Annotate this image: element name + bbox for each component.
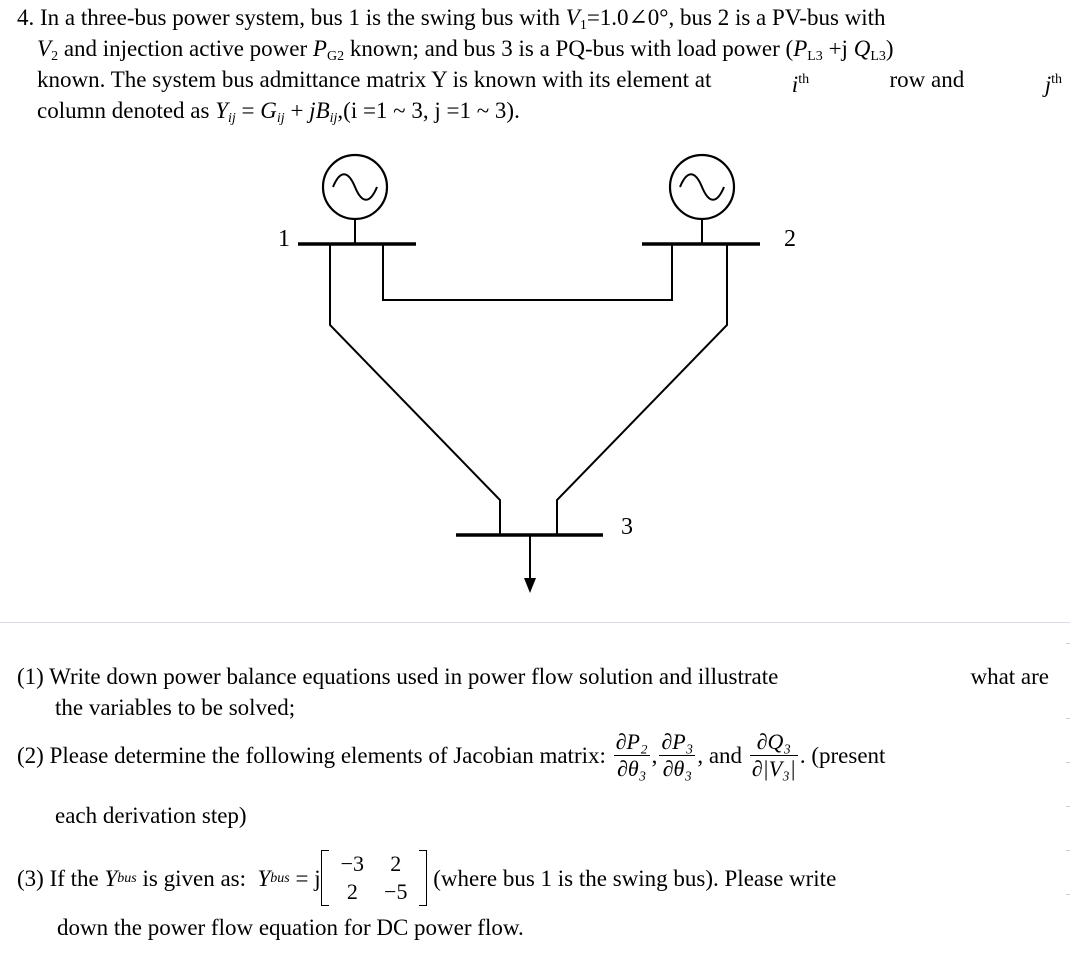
question-line-2: $V_2$ and injection active power $P_{G2}$ known; and bus 3 is a PQ-bus with load power ($P_{L3} +j$ $Q_{L3}$) (37, 36, 894, 64)
part-3: (3) If the Y bus is given as: Y bus = j −3 2 2 −5 (where bus 1 is the swing bus). Please write down the power flow equation for DC power flow. (17, 851, 837, 940)
line-1-2 (383, 244, 672, 300)
section-divider (0, 622, 1070, 623)
line-2-3 (557, 244, 727, 535)
sine-wave-2-icon (680, 174, 724, 200)
partial-p3-theta3: $\frac{\text{∂P₃}}{\text{∂θ₃}}$ (661, 728, 694, 781)
three-bus-diagram (0, 150, 1070, 600)
bus-3-label: 3 (621, 514, 633, 540)
partial-p2-theta3: $\frac{\text{∂P₂}}{\text{∂θ₃}}$ (615, 728, 648, 781)
question-number: 4. (17, 5, 35, 30)
part-1: (1) Write down power balance equations used in power flow solution and illustrate what are the variables to be solved; (17, 664, 1049, 720)
ybus-matrix: −3 2 2 −5 (321, 850, 428, 906)
partial-q3-v3: $\frac{\text{∂Q₃}}{\text{∂|V₃|}}$ (751, 728, 796, 781)
line-1-3 (330, 244, 500, 535)
bus-1-label: 1 (278, 226, 290, 252)
part-2: (2) Please determine the following elements of Jacobian matrix: $\frac{\text{∂P₂}}{\text{∂θ₃}}$ , $\frac{\text{∂P₃}}{\text{∂θ₃}}$ , and $\frac{\text{∂Q₃}}{\text{∂|V₃|}}$ . (present each derivation step) (17, 728, 886, 828)
question-line-3: known. The system bus admittance matrix Y is known with its element at $i^{th}$ row and $j^{th}$ (37, 67, 1062, 97)
admittance-formula: $Y_{ij} = G_{ij} + jB_{ij},(i =1$ ~ 3, j =1 ~ 3). (215, 98, 520, 126)
question-line-1: 4. In a three-bus power system, bus 1 is the swing bus with $V_1=1.0\angle 0^\circ$, bus 2 is a PV-bus with (17, 5, 886, 33)
bus-2-label: 2 (784, 226, 796, 252)
sine-wave-1-icon (333, 174, 377, 200)
question-line-4: column denoted as $Y_{ij} = G_{ij} + jB_{ij},(i =1$ ~ 3, j =1 ~ 3). (37, 98, 520, 126)
load-arrow-icon (524, 578, 536, 593)
question-statement (17, 2, 1062, 126)
